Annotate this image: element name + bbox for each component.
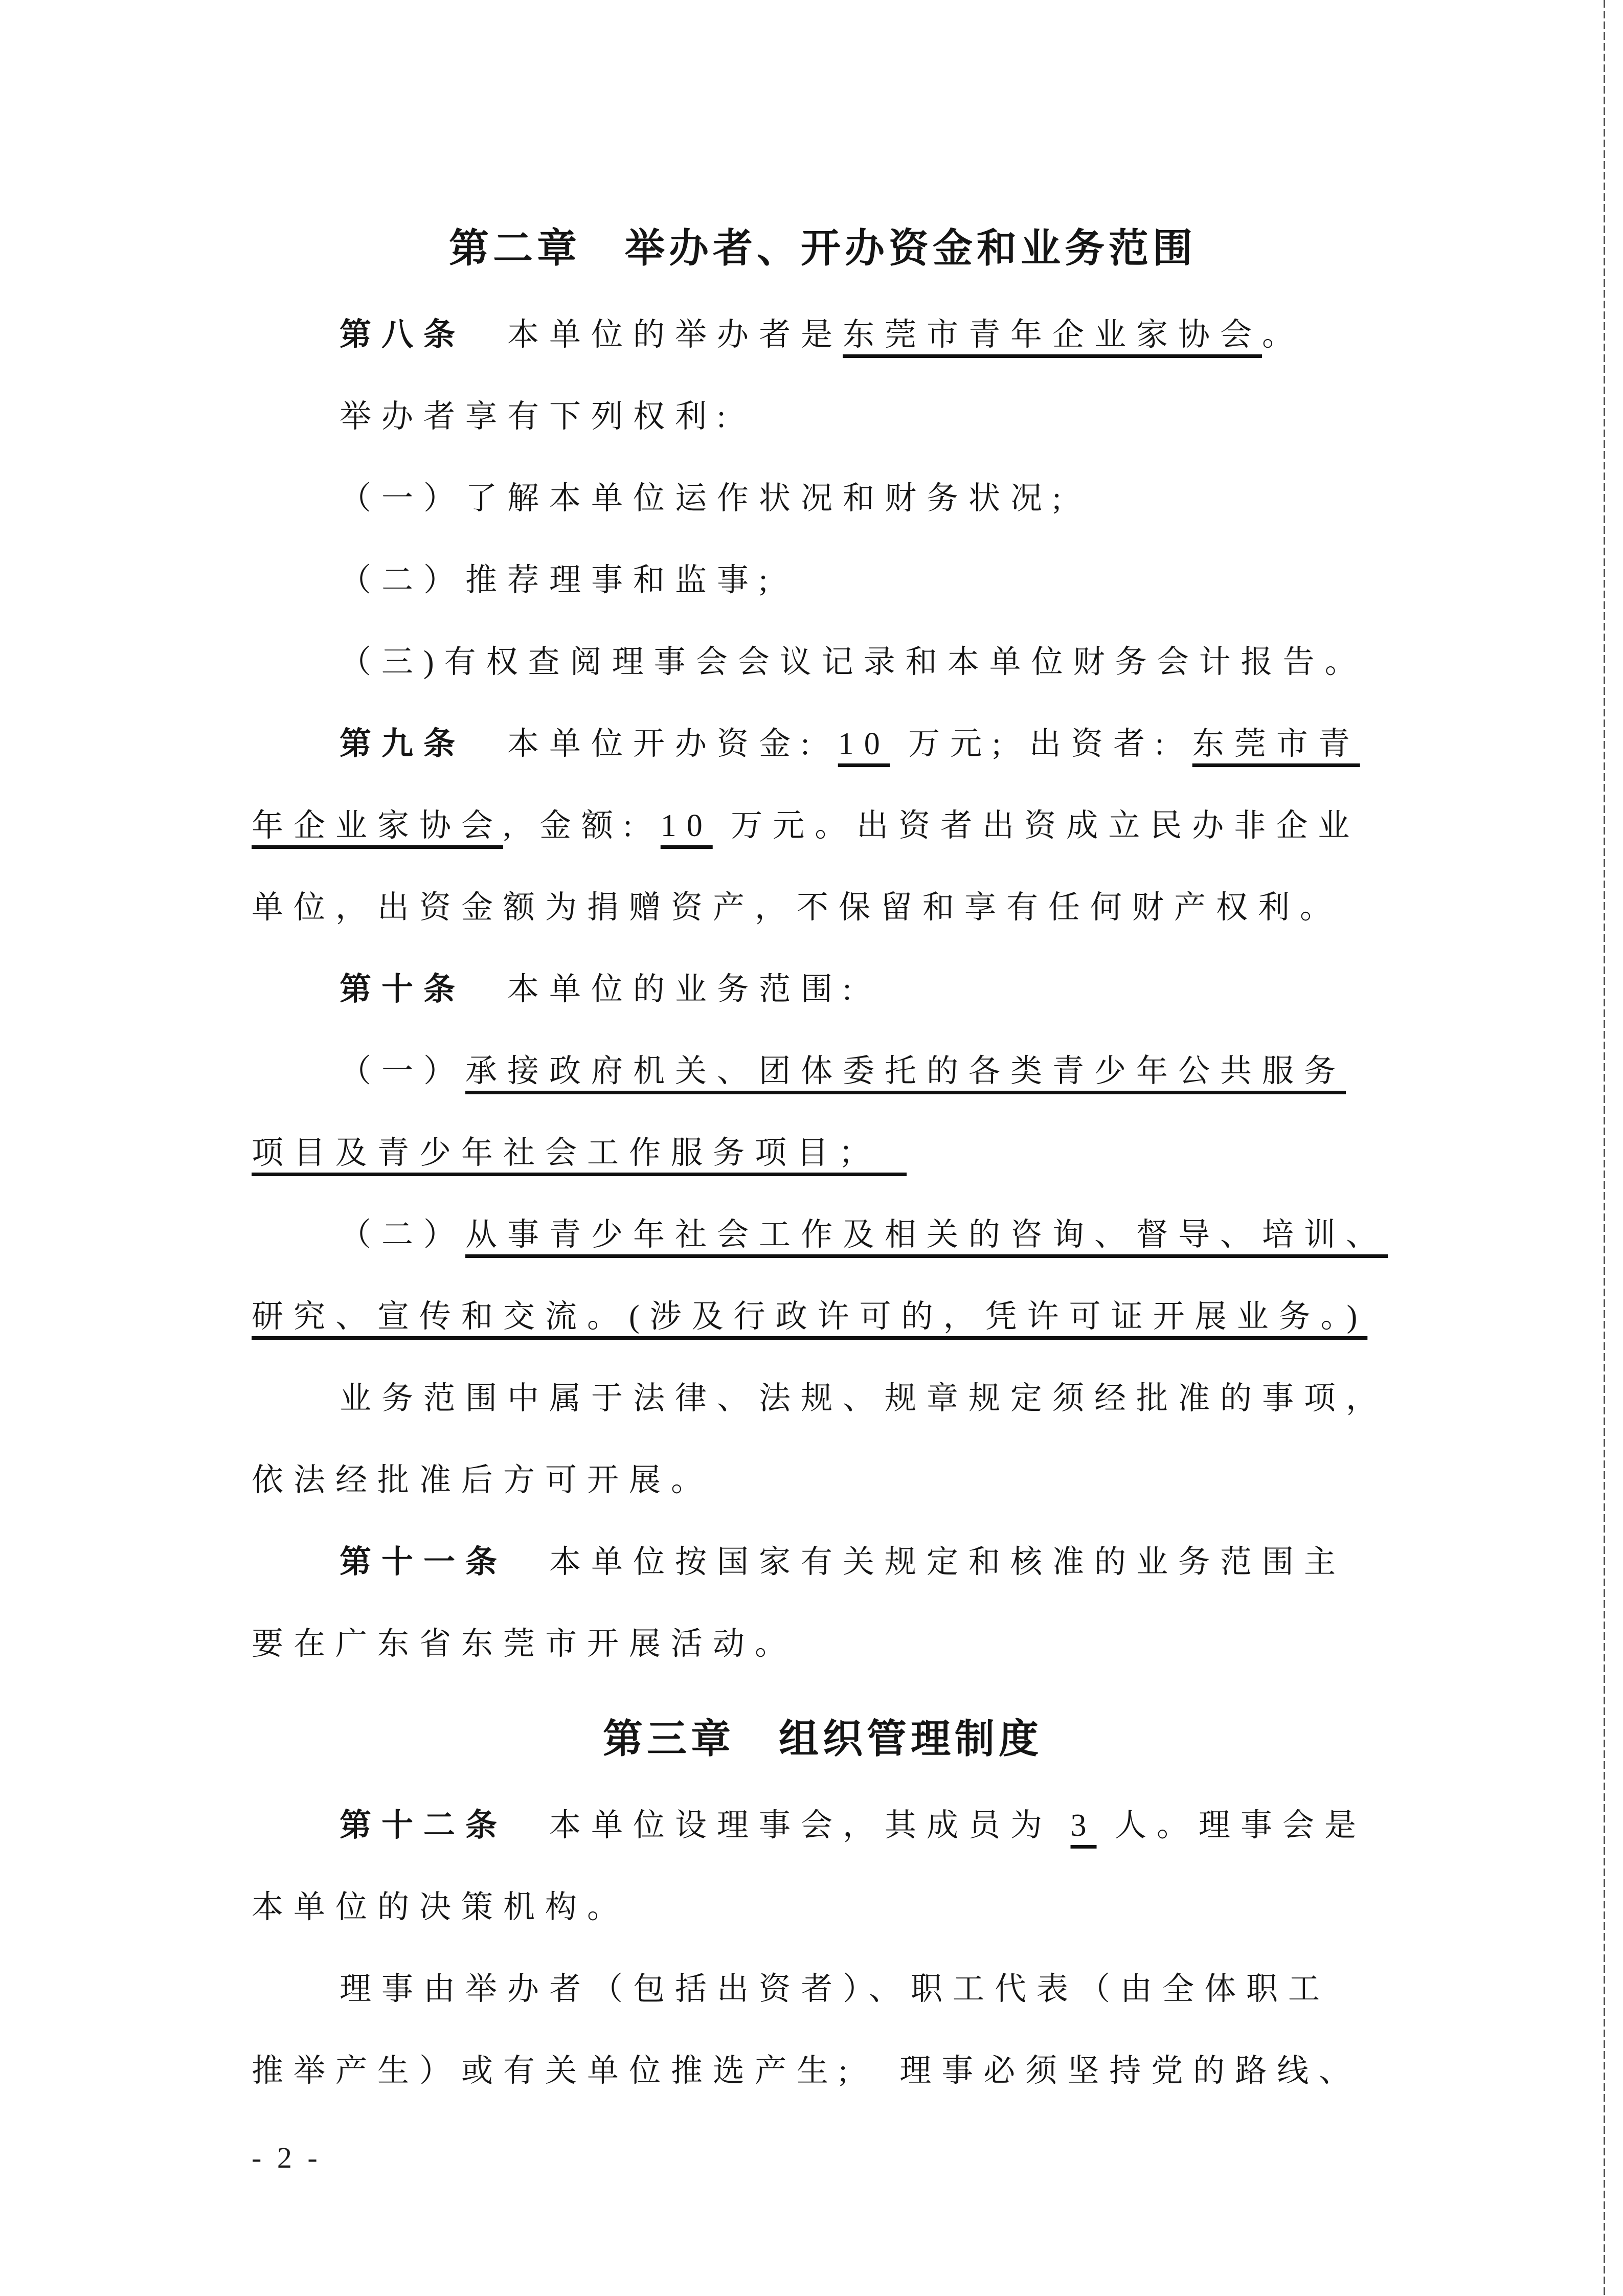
body-line	[252, 386, 1407, 468]
body-line	[252, 1041, 1407, 1122]
body-line	[252, 1286, 1407, 1368]
text-run: 推举产生）或有关单位推选产生; 理事必须坚持党的路线、	[252, 2054, 1361, 2088]
body-line	[252, 1532, 1407, 1613]
text-run: （二）	[340, 1218, 466, 1252]
text-run: 本单位设理事会，其成员为	[507, 1808, 1071, 1843]
body-line	[252, 632, 1407, 713]
body-line	[252, 1204, 1407, 1286]
text-run: 理事由举办者（包括出资者）、职工代表（由全体职工	[340, 1972, 1331, 2007]
article-number-label: 第十条	[340, 972, 466, 1007]
underlined-text-run: 研究、宣传和交流。(涉及行政许可的，凭许可证开展业务。)	[252, 1299, 1368, 1334]
article-number-label: 第十一条	[340, 1545, 508, 1580]
text-run: （一）了解本单位运作状况和财务状况;	[340, 481, 1072, 516]
article-number-label: 第九条	[340, 727, 466, 761]
text-run: 举办者享有下列权利:	[340, 399, 736, 434]
body-line	[252, 468, 1407, 550]
text-run: 本单位的举办者是	[465, 318, 843, 352]
body-line	[252, 1368, 1407, 1450]
text-run: 。	[1262, 318, 1304, 352]
body-line	[252, 1959, 1407, 2040]
body-line	[252, 1122, 1407, 1204]
text-run: 本单位的决策机构。	[252, 1890, 629, 1925]
body-line	[252, 795, 1407, 877]
body-line	[252, 713, 1407, 795]
body-line	[252, 1877, 1407, 1959]
text-run: 本单位的业务范围:	[465, 972, 862, 1007]
text-run: 万元; 出资者:	[890, 727, 1192, 761]
underlined-text-run: 从事青少年社会工作及相关的咨询、督导、培训、	[465, 1218, 1388, 1252]
underlined-text-run: 东莞市青	[1192, 727, 1360, 761]
document-body	[252, 220, 1407, 2122]
text-run: 万元。出资者出资成立民办非企业	[712, 808, 1360, 843]
underlined-text-run: 项目及青少年社会工作服务项目；	[252, 1136, 907, 1170]
text-run: , 金额:	[503, 808, 661, 843]
text-run: 要在广东省东莞市开展活动。	[252, 1627, 797, 1661]
underlined-text-run: 10	[838, 727, 890, 761]
underlined-text-run: 东莞市青年企业家协会	[843, 318, 1263, 352]
text-run: 依法经批准后方可开展。	[252, 1463, 713, 1498]
underlined-text-run: 年企业家协会	[252, 808, 504, 843]
body-line	[252, 877, 1407, 959]
body-line	[252, 959, 1407, 1041]
chapter-heading: 第三章 组织管理制度	[602, 1716, 1043, 1761]
text-run: （二）推荐理事和监事;	[340, 563, 778, 598]
body-line	[252, 1613, 1407, 1695]
article-number-label: 第八条	[340, 318, 466, 352]
text-run: 本单位开办资金:	[465, 727, 838, 761]
text-run: 单位，出资金额为捐赠资产，不保留和享有任何财产权利。	[252, 890, 1342, 925]
scan-artifact-dotted-line	[1604, 0, 1605, 2296]
text-run: （一）	[340, 1054, 466, 1089]
text-run: （三)有权查阅理事会会议记录和本单位财务会计报告。	[340, 645, 1367, 680]
body-line	[252, 1795, 1407, 1877]
text-run: 业务范围中属于法律、法规、规章规定须经批准的事项，	[340, 1381, 1388, 1416]
body-line	[252, 550, 1407, 632]
underlined-text-run: 3	[1070, 1808, 1097, 1843]
body-line	[252, 1450, 1407, 1532]
article-number-label: 第十二条	[340, 1808, 508, 1843]
body-line	[252, 304, 1407, 386]
underlined-text-run: 10	[660, 808, 713, 843]
text-run: 人。理事会是	[1096, 1808, 1367, 1843]
underlined-text-run: 承接政府机关、团体委托的各类青少年公共服务	[465, 1054, 1346, 1089]
chapter-heading: 第二章 举办者、开办资金和业务范围	[448, 226, 1197, 271]
text-run: 本单位按国家有关规定和核准的业务范围主	[507, 1545, 1346, 1580]
page-number: - 2 -	[252, 2141, 322, 2174]
body-line	[252, 2040, 1407, 2122]
